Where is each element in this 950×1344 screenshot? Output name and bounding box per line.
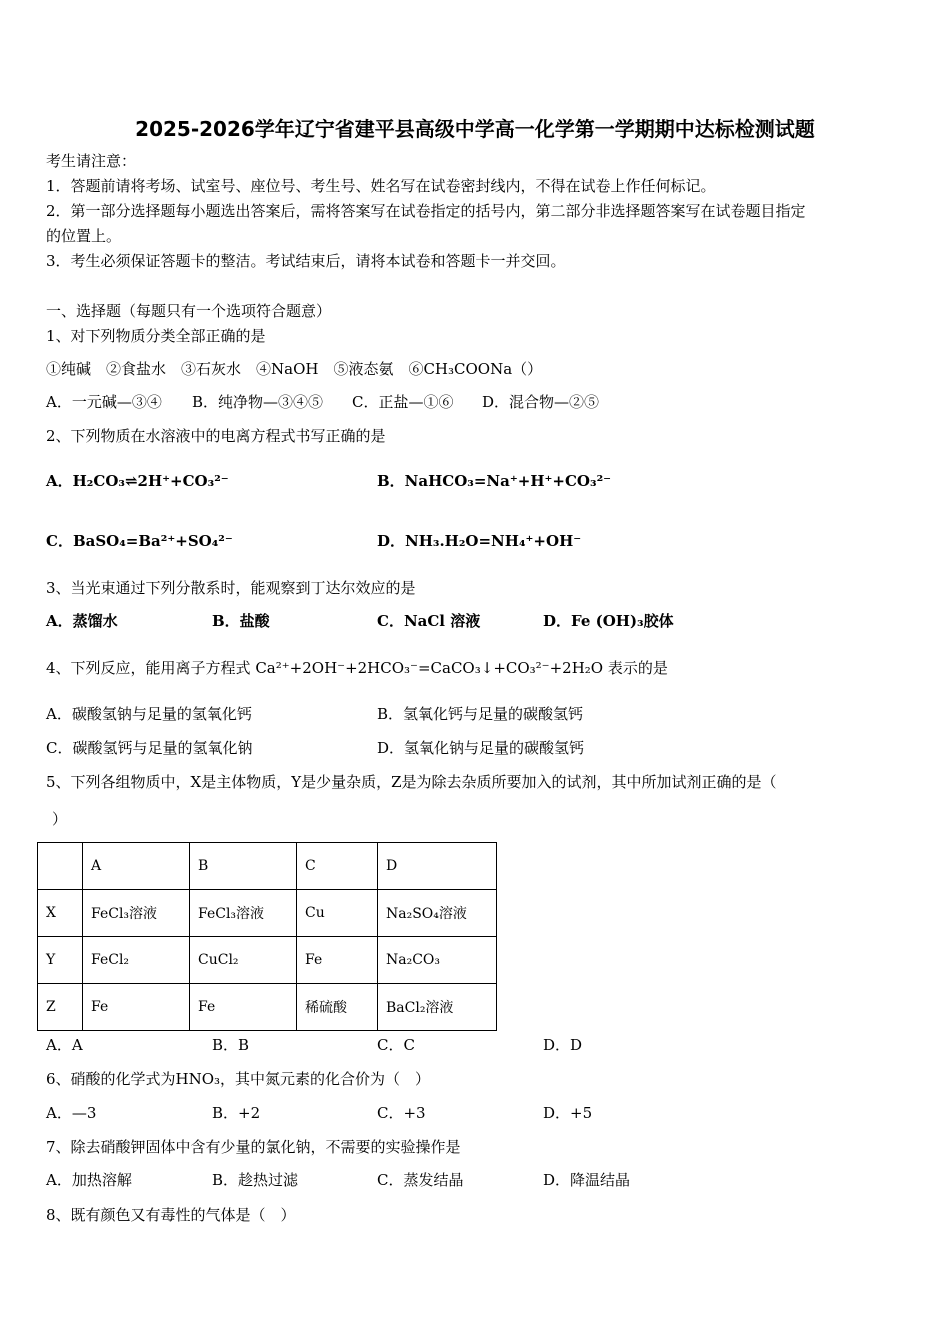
notice-heading: 考生请注意： — [46, 152, 137, 170]
table-cell: X — [38, 890, 83, 937]
table-cell: BaCl₂溶液 — [378, 984, 497, 1031]
q1-option-d: D．混合物—②⑤ — [482, 393, 600, 411]
question-7-stem: 7、除去硝酸钾固体中含有少量的氯化钠，不需要的实验操作是 — [46, 1138, 461, 1156]
notice-item: 1．答题前请将考场、试室号、座位号、考生号、姓名写在试卷密封线内，不得在试卷上作任何标记。 — [46, 177, 716, 195]
question-8-stem: 8、既有颜色又有毒性的气体是（ ） — [46, 1206, 296, 1224]
question-1-stem: 1、对下列物质分类全部正确的是 — [46, 327, 266, 345]
table-cell: CuCl₂ — [190, 937, 297, 984]
q7-option-d: D．降温结晶 — [543, 1171, 631, 1189]
question-5-stem: 5、下列各组物质中，X是主体物质，Y是少量杂质，Z是为除去杂质所要加入的试剂，其中所加试剂正确的是（ — [46, 773, 777, 791]
table-cell: C — [297, 843, 378, 890]
q6-option-b: B．+2 — [212, 1104, 261, 1122]
table-cell: FeCl₃溶液 — [190, 890, 297, 937]
table-cell: FeCl₂ — [83, 937, 190, 984]
table-cell: Fe — [190, 984, 297, 1031]
q2-option-b: B．NaHCO₃=Na⁺+H⁺+CO₃²⁻ — [377, 472, 612, 490]
q6-option-d: D．+5 — [543, 1104, 593, 1122]
page-title: 2025-2026学年辽宁省建平县高级中学高一化学第一学期期中达标检测试题 — [135, 117, 815, 141]
table-cell: A — [83, 843, 190, 890]
q7-option-a: A．加热溶解 — [46, 1171, 132, 1189]
question-1-items: ①纯碱 ②食盐水 ③石灰水 ④NaOH ⑤液态氨 ⑥CH₃COONa（） — [46, 360, 543, 378]
q6-option-c: C．+3 — [377, 1104, 426, 1122]
table-cell: B — [190, 843, 297, 890]
q5-table — [37, 842, 497, 1031]
q5-option-a: A．A — [46, 1036, 83, 1054]
q2-option-c: C．BaSO₄=Ba²⁺+SO₄²⁻ — [46, 532, 233, 550]
q5-option-b: B．B — [212, 1036, 250, 1054]
question-6-stem: 6、硝酸的化学式为HNO₃，其中氮元素的化合价为（ ） — [46, 1070, 431, 1088]
q1-option-c: C．正盐—①⑥ — [352, 393, 454, 411]
table-cell: FeCl₃溶液 — [83, 890, 190, 937]
table-cell: Na₂CO₃ — [378, 937, 497, 984]
q3-option-a: A．蒸馏水 — [46, 612, 118, 630]
q4-option-d: D．氢氧化钠与足量的碳酸氢钙 — [377, 739, 585, 757]
question-5-stem-end: ） — [52, 810, 68, 828]
section-heading: 一、选择题（每题只有一个选项符合题意） — [46, 302, 332, 320]
q2-option-d: D．NH₃.H₂O=NH₄⁺+OH⁻ — [377, 532, 582, 550]
question-3-stem: 3、当光束通过下列分散系时，能观察到丁达尔效应的是 — [46, 579, 416, 597]
table-cell: Y — [38, 937, 83, 984]
q7-option-b: B．趁热过滤 — [212, 1171, 299, 1189]
q5-option-c: C．C — [377, 1036, 415, 1054]
question-2-stem: 2、下列物质在水溶液中的电离方程式书写正确的是 — [46, 427, 386, 445]
table-cell: D — [378, 843, 497, 890]
table-row — [38, 890, 497, 937]
q4-option-c: C．碳酸氢钙与足量的氢氧化钠 — [46, 739, 253, 757]
table-cell: 稀硫酸 — [297, 984, 378, 1031]
notice-item: 的位置上。 — [46, 227, 122, 245]
table-cell — [38, 843, 83, 890]
table-cell: Z — [38, 984, 83, 1031]
q6-option-a: A．—3 — [46, 1104, 97, 1122]
table-row — [38, 937, 497, 984]
table-row — [38, 984, 497, 1031]
question-4-stem: 4、下列反应，能用离子方程式 Ca²⁺+2OH⁻+2HCO₃⁻=CaCO₃↓+CO₃²⁻+2H₂O 表示的是 — [46, 659, 668, 677]
notice-item: 3．考生必须保证答题卡的整洁。考试结束后，请将本试卷和答题卡一并交回。 — [46, 252, 566, 270]
q1-option-a: A．一元碱—③④ — [46, 393, 162, 411]
notice-item: 2．第一部分选择题每小题选出答案后，需将答案写在试卷指定的括号内，第二部分非选择题答案写在试卷题目指定 — [46, 202, 806, 220]
table-row — [38, 843, 497, 890]
table-cell: Cu — [297, 890, 378, 937]
q1-option-b: B．纯净物—③④⑤ — [192, 393, 324, 411]
q2-option-a: A．H₂CO₃⇌2H⁺+CO₃²⁻ — [46, 472, 229, 490]
table-cell: Fe — [83, 984, 190, 1031]
q3-option-b: B．盐酸 — [212, 612, 270, 630]
q3-option-c: C．NaCl 溶液 — [377, 612, 481, 630]
table-cell: Fe — [297, 937, 378, 984]
q4-option-b: B．氢氧化钙与足量的碳酸氢钙 — [377, 705, 584, 723]
q5-option-d: D．D — [543, 1036, 583, 1054]
q7-option-c: C．蒸发结晶 — [377, 1171, 464, 1189]
q3-option-d: D．Fe (OH)₃胶体 — [543, 612, 674, 630]
table-cell: Na₂SO₄溶液 — [378, 890, 497, 937]
q4-option-a: A．碳酸氢钠与足量的氢氧化钙 — [46, 705, 252, 723]
